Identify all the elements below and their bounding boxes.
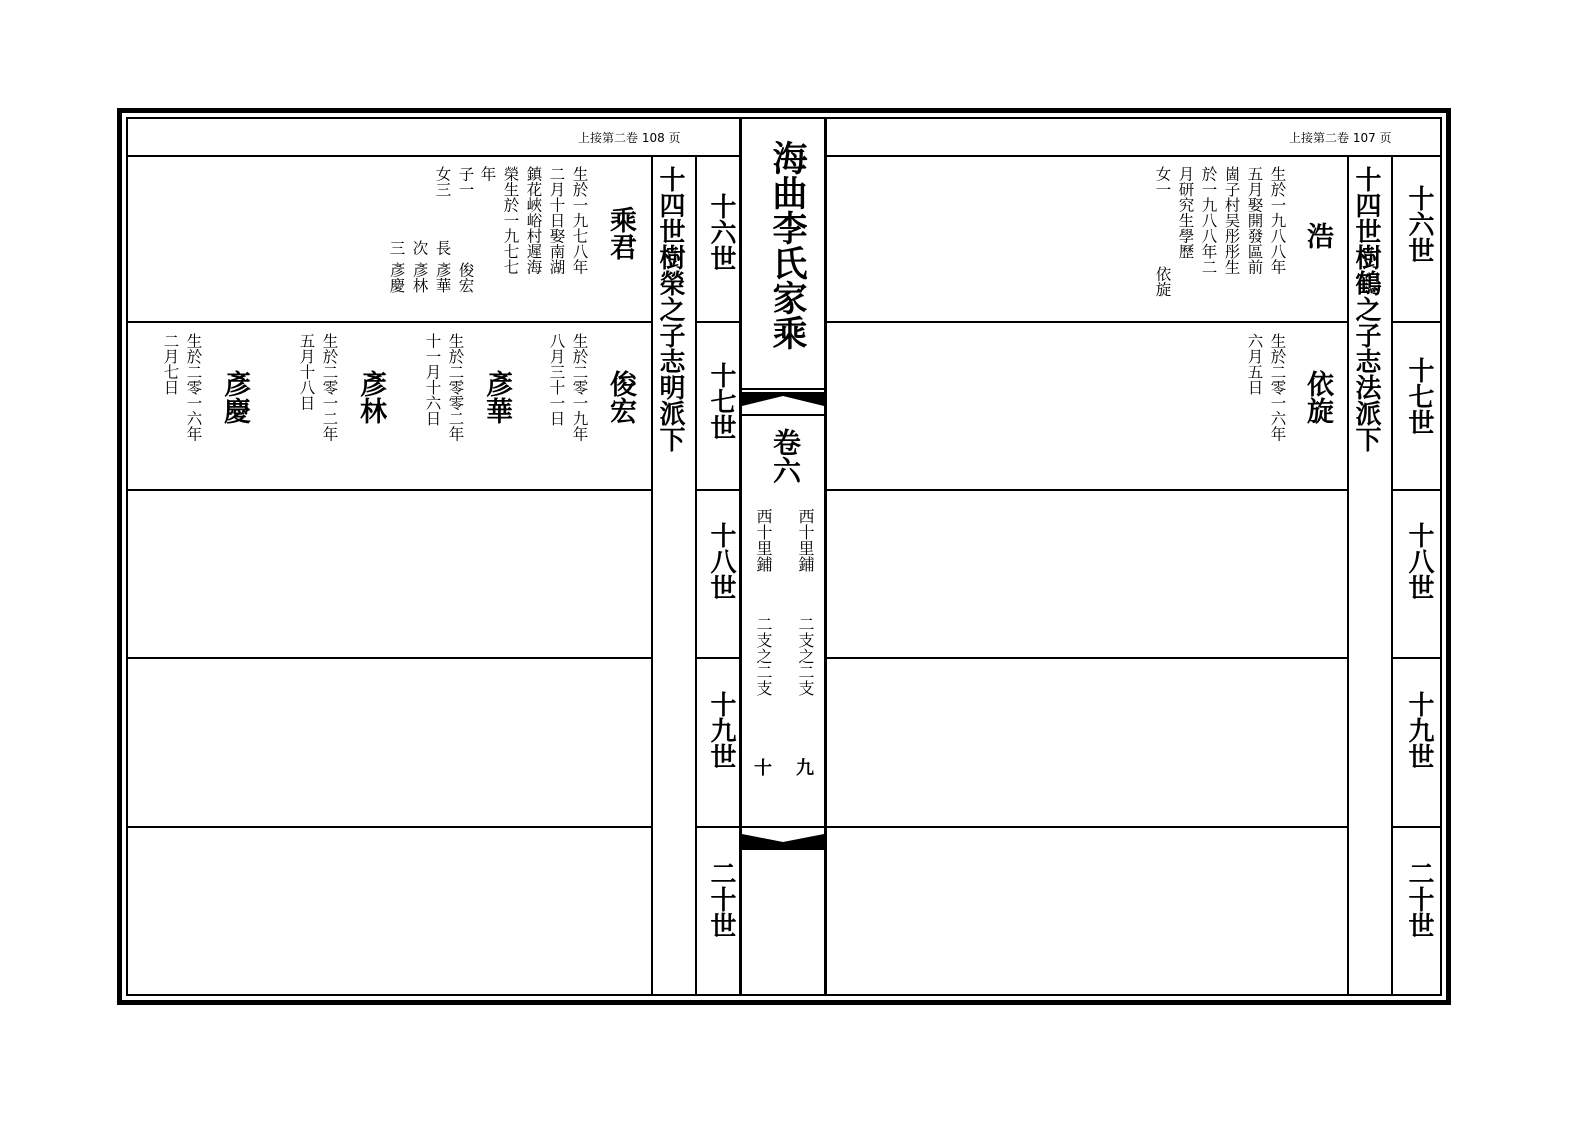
person-bio-line: 生於二零一二年: [320, 333, 339, 442]
person-bio-line: 女三: [433, 166, 452, 197]
person-name: 彥林: [355, 370, 386, 424]
person-name: 彥慶: [219, 370, 250, 424]
right-gen-16: 十六世: [1404, 185, 1434, 263]
person-bio-line: 生於一九七八年: [570, 166, 589, 275]
left-gen-17: 十七世: [706, 362, 736, 440]
spine-fishtail-top: [742, 392, 824, 414]
spine-fishtail-bottom: [742, 828, 824, 848]
person-bio-line: 月研究生學歷: [1176, 166, 1195, 259]
spine-fishtail-bottom-rule2: [742, 848, 824, 850]
right-row-line: [827, 657, 1347, 659]
person-name: 浩: [1302, 222, 1333, 249]
person-bio-line: 年: [478, 166, 497, 182]
spine-title: 海曲李氏家乘: [767, 140, 808, 350]
child-name: 依旋: [1153, 266, 1172, 297]
right-gen-line: [1393, 489, 1440, 491]
person-bio-line: 女一: [1153, 166, 1172, 197]
right-row-line: [827, 321, 1347, 323]
person-bio-line: 二月七日: [161, 333, 180, 395]
spine-branch-right: 二支之二支: [796, 616, 815, 696]
right-branch-line-a: [1347, 155, 1349, 996]
right-gen-19: 十九世: [1404, 691, 1434, 769]
person-bio-line: 五月娶開發區前: [1245, 166, 1264, 275]
person-bio-line: 八月三十一日: [547, 333, 566, 426]
person-name: 俊宏: [605, 370, 636, 424]
left-row-line: [126, 657, 651, 659]
left-row-line: [126, 321, 651, 323]
person-bio-line: 生於二零一六年: [184, 333, 203, 442]
left-gen-20: 二十世: [706, 860, 736, 938]
person-bio-line: 二月十日娶南湖: [547, 166, 566, 275]
left-branch-title: 十四世樹榮之子志明派下: [655, 166, 686, 452]
right-gen-line: [1393, 826, 1440, 828]
left-row-line: [126, 489, 651, 491]
volume-label: 卷六: [769, 428, 802, 484]
child-name: 彥華: [433, 262, 452, 293]
person-name: 乘君: [605, 206, 636, 260]
person-bio-line: 生於二零零二年: [446, 333, 465, 442]
left-header-line: [126, 155, 739, 157]
right-gen-17: 十七世: [1404, 357, 1434, 435]
child-label: 三: [387, 240, 406, 256]
person-bio-line: 鎮花峽峪村遲海: [524, 166, 543, 275]
right-branch-title: 十四世樹鶴之子志法派下: [1351, 166, 1382, 452]
left-gen-16: 十六世: [706, 193, 736, 271]
left-jump-note: 上接第二卷 108 页: [578, 131, 681, 145]
child-name: 彥慶: [387, 262, 406, 293]
person-bio-line: 生於二零一六年: [1268, 333, 1287, 442]
person-bio-line: 六月五日: [1245, 333, 1264, 395]
spine-place-left: 西十里鋪: [754, 508, 773, 572]
person-bio-line: 於一九八八年二: [1199, 166, 1218, 275]
right-gen-line: [1393, 321, 1440, 323]
person-bio-line: 榮生於一九七七: [501, 166, 520, 275]
left-branch-line-b: [695, 155, 697, 996]
left-branch-line-a: [651, 155, 653, 996]
child-label: 次: [410, 240, 429, 256]
person-bio-line: 生於一九八八年: [1268, 166, 1287, 275]
right-row-line: [827, 489, 1347, 491]
left-gen-line: [697, 489, 739, 491]
left-gen-line: [697, 321, 739, 323]
person-name: 依旋: [1302, 370, 1333, 424]
child-name: 俊宏: [456, 262, 475, 293]
child-label: 長: [433, 240, 452, 256]
person-bio-line: 五月十八日: [297, 333, 316, 411]
folio-left: 十: [754, 758, 772, 779]
person-bio-line: 十一月十六日: [423, 333, 442, 426]
person-bio-line: 子一: [456, 166, 475, 197]
spine-right-line: [824, 117, 827, 996]
spine-title-box-bottom: [742, 388, 824, 390]
child-name: 彥林: [410, 262, 429, 293]
spine-fishtail-top-rule: [742, 414, 824, 416]
left-gen-19: 十九世: [706, 691, 736, 769]
right-gen-line: [1393, 657, 1440, 659]
person-bio-line: 生於二零一九年: [570, 333, 589, 442]
right-jump-note: 上接第二卷 107 页: [1289, 131, 1392, 145]
person-bio-line: 崮子村吴彤彤生: [1222, 166, 1241, 275]
left-gen-18: 十八世: [706, 522, 736, 600]
left-gen-line: [697, 826, 739, 828]
spine-branch-left: 二支之二支: [754, 616, 773, 696]
right-row-line: [827, 826, 1347, 828]
right-gen-20: 二十世: [1404, 860, 1434, 938]
spine-place-right: 西十里鋪: [796, 508, 815, 572]
folio-right: 九: [796, 758, 814, 779]
right-gen-18: 十八世: [1404, 522, 1434, 600]
person-name: 彥華: [481, 370, 512, 424]
left-row-line: [126, 826, 651, 828]
left-gen-line: [697, 657, 739, 659]
right-branch-line-b: [1391, 155, 1393, 996]
